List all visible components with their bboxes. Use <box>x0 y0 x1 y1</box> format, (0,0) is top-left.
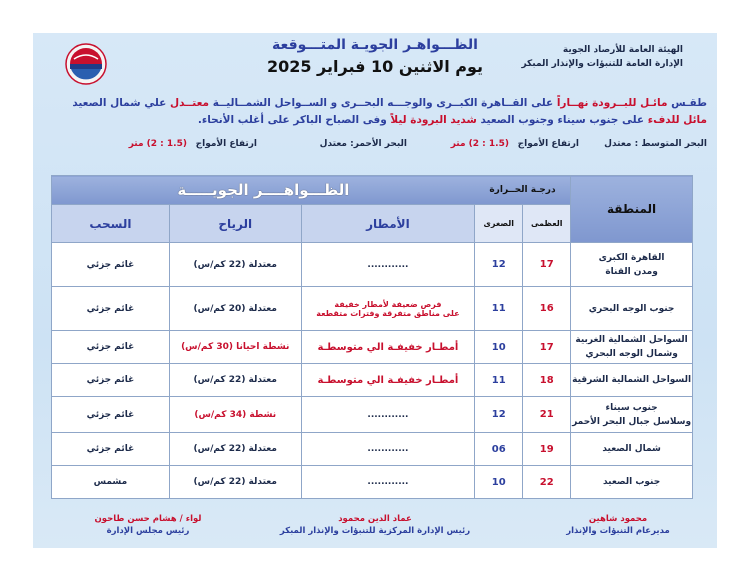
min-temp-cell: 12 <box>475 397 523 433</box>
min-temp-header: الصغرى <box>475 205 523 243</box>
region-cell: جنوب سيناء وسلاسل جبال البحر الأحمر <box>571 397 693 433</box>
signature-name: لواء / هشام حسن طاحون <box>94 514 202 524</box>
table-row <box>52 466 693 499</box>
wind-speed: معتدلة (20 كم/س) <box>193 303 277 314</box>
cloud-cell: غائم جزئي <box>52 397 170 433</box>
phenomena-header: الظـــواهــــر الجويـــــة <box>52 176 475 205</box>
red-sea-state: البحر الأحمر: معتدل <box>319 139 407 149</box>
min-temp-cell: 11 <box>475 287 523 331</box>
red-sea-waves-label: ارتفاع الأمواج <box>195 139 257 149</box>
region-cell: السواحل الشمالية الغربية وشمال الوجه البحري <box>571 331 693 364</box>
org-line-2: الإدارة العامة للتنبؤات والإنذار المبكر <box>521 59 683 69</box>
wind-cell <box>169 331 301 364</box>
org-line-1: الهيئة العامة للأرصاد الجوية <box>562 45 683 55</box>
max-temp-cell: 16 <box>523 287 571 331</box>
signature-name: عماد الدين محمود <box>338 514 412 524</box>
signature-name: محمود شاهين <box>588 514 648 524</box>
cloud-cell: غائم جزئي <box>52 364 170 397</box>
wind-speed: (30 كم/س) <box>181 342 233 352</box>
wind-cell <box>169 243 301 287</box>
region-cell: شمال الصعيد <box>571 433 693 466</box>
wind-speed: معتدلة (22 كم/س) <box>193 444 277 454</box>
desc-word: طقـس <box>671 97 707 109</box>
signature-title: رئيس الإدارة المركزية للتنبؤات والإنذار المبكر <box>279 526 471 536</box>
desc-regions: على أغلب الأنحاء. <box>197 114 290 126</box>
region-header: المنطقة <box>571 176 693 243</box>
cloud-cell: مشمس <box>52 466 170 499</box>
max-temp-cell: 18 <box>523 364 571 397</box>
rain-cell: ............ <box>301 243 475 287</box>
sea-state <box>43 139 707 155</box>
page-title: الظـــواهـر الجويـة المتـــوقعة <box>272 37 478 53</box>
rain-cell: فرص ضعيفة لأمطار خفيفة على مناطق متفرقة وفترات متقطعة <box>301 287 475 331</box>
wind-strength: نشطة <box>249 409 277 420</box>
forecast-sheet <box>33 33 717 548</box>
table-row <box>52 433 693 466</box>
description-line-1 <box>43 95 707 112</box>
mediterranean-state: البحر المتوسط : معتدل <box>604 139 707 149</box>
min-temp-cell: 10 <box>475 331 523 364</box>
cloud-header: السحب <box>52 205 170 243</box>
red-sea-waves-value: (1.5 : 2) متر <box>128 139 187 149</box>
min-temp-cell: 10 <box>475 466 523 499</box>
desc-regions: على القــاهرة الكبــرى والوجـــه البحــرى و الســواحل الشمــاليــة <box>212 97 554 109</box>
rain-cell: ............ <box>301 466 475 499</box>
table-row <box>52 331 693 364</box>
rain-header: الأمطار <box>301 205 475 243</box>
mediterranean-waves-label: ارتفاع الأمواج <box>517 139 579 149</box>
wind-speed: معتدلة (22 كم/س) <box>193 375 277 385</box>
weather-description <box>43 95 707 129</box>
forecast-date: يوم الاثنين 10 فبراير 2025 <box>266 57 484 76</box>
wind-speed: (34 كم/س) <box>194 409 247 420</box>
region-cell: القاهرة الكبرى ومدن القناة <box>571 243 693 287</box>
signature-3 <box>73 513 223 537</box>
wind-cell <box>169 364 301 397</box>
signature-title: مديرعام التنبؤات والإنذار <box>566 526 670 536</box>
desc-regions: على جنوب سيناء وجنوب الصعيد <box>480 114 645 126</box>
organization-block <box>521 43 683 71</box>
wind-cell <box>169 397 301 433</box>
table-row <box>52 287 693 331</box>
region-cell: جنوب الوجه البحري <box>571 287 693 331</box>
rain-cell: أمطـار خفيفـة الي متوسطـة <box>301 364 475 397</box>
desc-condition: معتــدل <box>169 97 210 109</box>
description-line-2 <box>43 112 707 129</box>
wind-strength: نشطة احيانا <box>236 342 290 352</box>
forecast-table <box>51 175 693 499</box>
rain-cell: ............ <box>301 433 475 466</box>
max-temp-cell: 21 <box>523 397 571 433</box>
min-temp-cell: 06 <box>475 433 523 466</box>
cloud-cell: غائم جزئي <box>52 331 170 364</box>
desc-time: وفى الصباح الباكر <box>293 114 387 126</box>
desc-regions: علي شمال الصعيد <box>72 97 167 109</box>
desc-condition: شديد البرودة ليلاً <box>390 114 477 126</box>
max-temp-header: العظمى <box>523 205 571 243</box>
cloud-cell: غائم جزئي <box>52 287 170 331</box>
cloud-cell: غائم جزئي <box>52 243 170 287</box>
table-row <box>52 364 693 397</box>
max-temp-cell: 17 <box>523 243 571 287</box>
desc-condition: مائل للدفء <box>647 114 707 126</box>
wind-header: الرياح <box>169 205 301 243</box>
max-temp-cell: 17 <box>523 331 571 364</box>
wind-speed: معتدلة (22 كم/س) <box>193 477 277 487</box>
table-row <box>52 397 693 433</box>
temperature-header: درجـة الحــرارة <box>475 176 571 205</box>
signature-title: رئيس مجلس الإدارة <box>106 526 190 536</box>
mediterranean-waves-value: (1.5 : 2) متر <box>450 139 509 149</box>
rain-cell: ............ <box>301 397 475 433</box>
signature-2 <box>255 513 495 537</box>
cloud-cell: غائم جزئي <box>52 433 170 466</box>
wind-speed: معتدلة (22 كم/س) <box>193 259 277 270</box>
desc-condition: مائـل للبــرودة نهــاراً <box>556 97 668 109</box>
wind-cell <box>169 466 301 499</box>
wind-cell <box>169 433 301 466</box>
region-cell: السواحل الشمالية الشرقية <box>571 364 693 397</box>
min-temp-cell: 11 <box>475 364 523 397</box>
min-temp-cell: 12 <box>475 243 523 287</box>
max-temp-cell: 19 <box>523 433 571 466</box>
region-cell: جنوب الصعيد <box>571 466 693 499</box>
table-row <box>52 243 693 287</box>
wind-cell <box>169 287 301 331</box>
signature-1 <box>543 513 693 537</box>
rain-cell: أمطـار خفيفـة الي متوسطـة <box>301 331 475 364</box>
max-temp-cell: 22 <box>523 466 571 499</box>
